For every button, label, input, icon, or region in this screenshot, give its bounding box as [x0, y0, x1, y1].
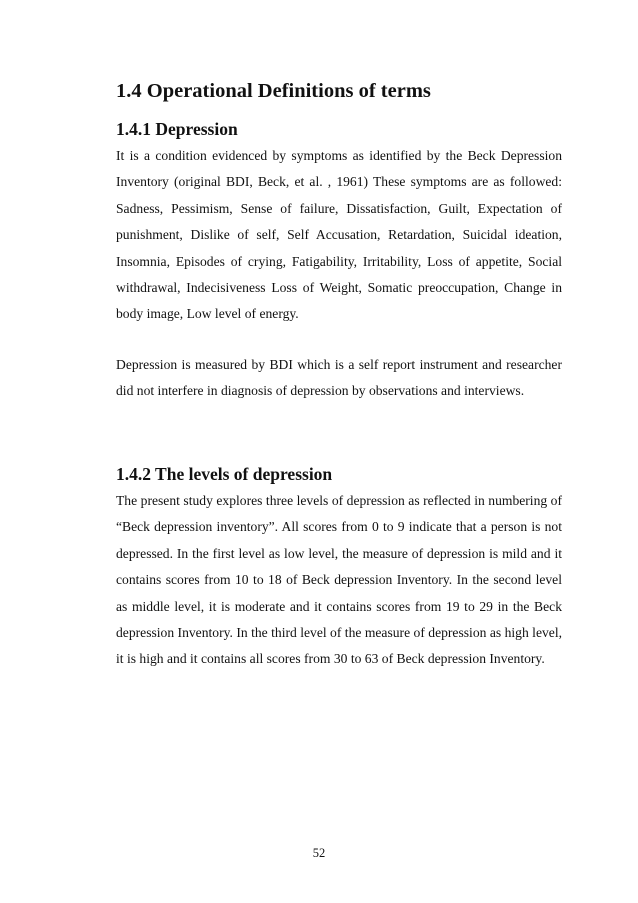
page-number: 52 [312, 846, 326, 860]
levels-paragraph: The present study explores three levels of depression as reflected in numbering of “Beck depression inventory”. All scores from 0 to 9 indicate that a person is not depressed. In the first level as low level, the measure of depression is mild and it contains scores from 10 to 18 of Beck depression Inventory. In the second level as middle level, it is moderate and it contains scores from 19 to 29 in the Beck depression Inventory. In the third level of the measure of depression as high level, it is high and it contains all scores from 30 to 63 of Beck depression Inventory. [116, 493, 562, 667]
depression-measurement-paragraph: Depression is measured by BDI which is a self report instrument and researcher did not interfere in diagnosis of depression by observations and interviews. [116, 357, 562, 399]
depression-heading: 1.4.1 Depression [116, 119, 238, 139]
depression-definition-paragraph: It is a condition evidenced by symptoms as identified by the Beck Depression Inventory (original BDI, Beck, et al. , 1961) These symptoms are as followed: Sadness, Pessimism, Sense of failure, Dissatisfaction, Guilt, Expectation of punishment, Dislike of self, Self Accusation, Retardation, Suicidal ideation, Insomnia, Episodes of crying, Fatigability, Irritability, Loss of appetite, Social withdrawal, Indecisiveness Loss of Weight, Somatic preoccupation, Change in body image, Low level of energy. [116, 148, 562, 322]
levels-heading: 1.4.2 The levels of depression [116, 464, 333, 484]
section-title: 1.4 Operational Definitions of terms [116, 80, 431, 102]
